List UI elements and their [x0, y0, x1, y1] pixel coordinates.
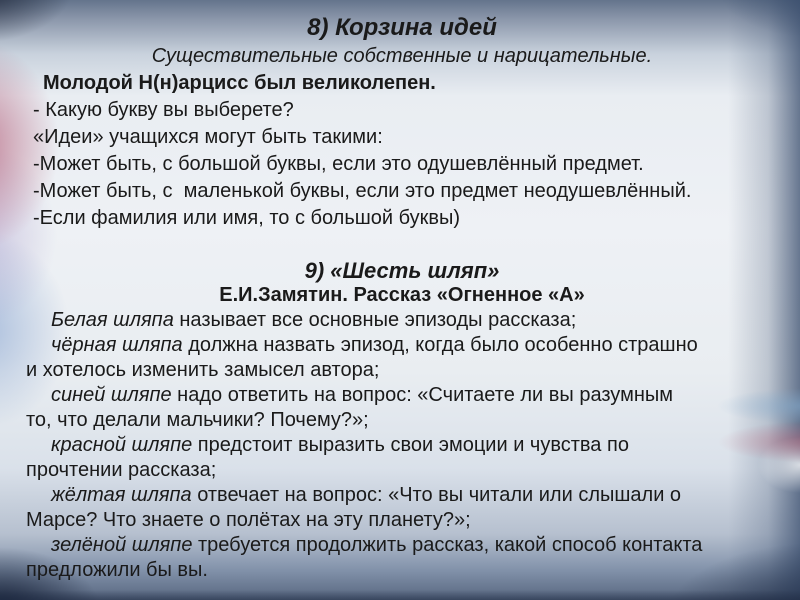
hat-lead: зелёной шляпе: [51, 534, 193, 556]
hat-text-line: прочтении рассказа;: [26, 459, 217, 481]
hat-text-line: предстоит выразить свои эмоции и чувства по: [192, 434, 629, 456]
hat-text-line: и хотелось изменить замысел автора;: [26, 359, 380, 381]
hat-lead: синей шляпе: [51, 384, 172, 406]
blank-line: [26, 232, 778, 258]
hat-item-yellow: [26, 483, 778, 533]
hat-item-blue: [26, 383, 778, 433]
section8-body: [26, 70, 778, 232]
section8-subtitle: Существительные собственные и нарицательные.: [151, 45, 653, 67]
hat-item-black: [26, 333, 778, 383]
body-line: - Какую букву вы выберете?: [33, 99, 294, 121]
body-line: -Если фамилия или имя, то с большой буквы): [33, 207, 461, 229]
hat-item-white: [26, 308, 778, 333]
hat-text-line: Марсе? Что знаете о полётах на эту планету?»;: [26, 509, 471, 531]
body-line: -Может быть, с большой буквы, если это одушевлённый предмет.: [33, 153, 644, 175]
slide-text-block: [26, 13, 778, 583]
hat-lead: Белая шляпа: [51, 309, 174, 331]
hat-lead: чёрная шляпа: [51, 334, 183, 356]
section9-body: [26, 308, 778, 583]
section8-title: 8) Корзина идей: [307, 14, 497, 41]
hat-text-line: должна назвать эпизод, когда было особенно страшно: [182, 334, 698, 356]
hat-text-line: предложили бы вы.: [26, 559, 208, 581]
hat-item-green: [26, 533, 778, 583]
hat-lead: жёлтая шляпа: [51, 484, 192, 506]
hat-text-line: отвечает на вопрос: «Что вы читали или слышали о: [191, 484, 682, 506]
body-line: «Идеи» учащихся могут быть такими:: [33, 126, 383, 148]
body-line: -Может быть, с маленькой буквы, если это предмет неодушевлённый.: [33, 180, 692, 202]
hat-text-line: надо ответить на вопрос: «Считаете ли вы разумным: [171, 384, 673, 406]
hat-item-red: [26, 433, 778, 483]
hat-text-line: называет все основные эпизоды рассказа;: [173, 309, 577, 331]
section9-subtitle: Е.И.Замятин. Рассказ «Огненное «А»: [219, 284, 585, 306]
hat-text-line: требуется продолжить рассказ, какой способ контакта: [192, 534, 703, 556]
example-sentence: Молодой Н(н)арцисс был великолепен.: [43, 72, 436, 94]
hat-text-line: то, что делали мальчики? Почему?»;: [26, 409, 369, 431]
section9-title: 9) «Шесть шляп»: [304, 258, 500, 283]
hat-lead: красной шляпе: [51, 434, 193, 456]
